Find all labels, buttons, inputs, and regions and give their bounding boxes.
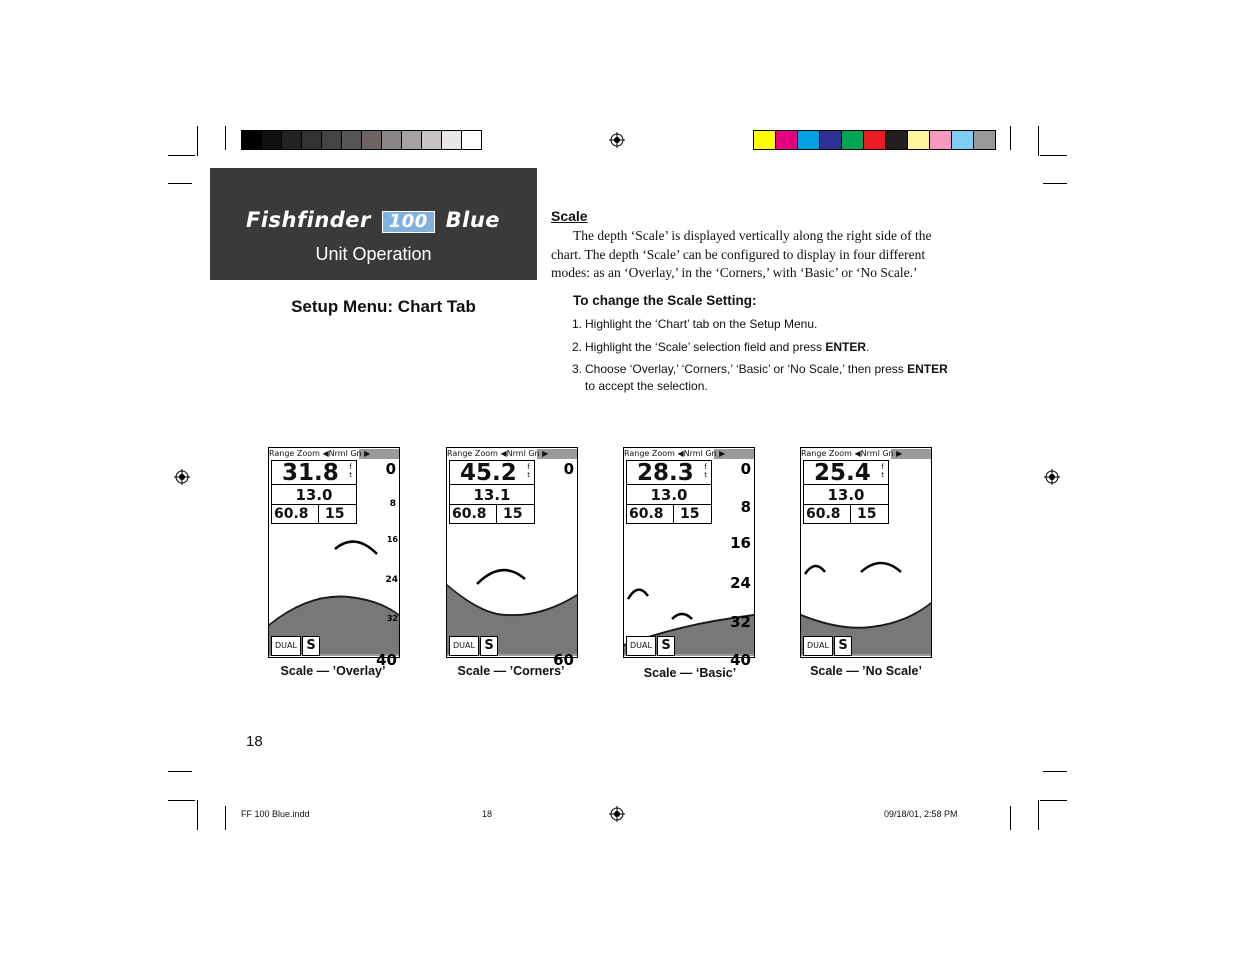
depth-value: 28.3 — [637, 460, 694, 486]
speed-value: 15 — [496, 505, 522, 524]
color-swatch — [863, 130, 886, 150]
depth-scale-label: 0 — [563, 460, 574, 478]
voltage-readout: 13.0 — [803, 485, 889, 505]
step-item — [572, 316, 952, 333]
crop-mark — [1043, 771, 1067, 772]
color-swatch — [301, 130, 322, 150]
screen-top-bar — [447, 448, 577, 459]
color-swatch — [951, 130, 974, 150]
feet-unit-icon: f t — [881, 463, 884, 479]
crop-mark — [1043, 183, 1067, 184]
step-item — [572, 339, 952, 356]
range-zoom-label: Range Zoom ◀ — [447, 449, 507, 458]
color-swatch — [973, 130, 996, 150]
gain-mode-label: Nrml Gn ▶ — [860, 449, 903, 458]
depth-scale-label: 40 — [730, 651, 751, 669]
step-number: 3. — [572, 362, 583, 376]
footer-filename: FF 100 Blue.indd — [241, 809, 310, 819]
depth-scale-label: 8 — [389, 499, 396, 509]
enter-key-label: ENTER — [825, 339, 867, 354]
footer-date: 09/18/01, 2:58 PM — [884, 809, 958, 819]
gain-mode-label: Nrml Gn ▶ — [328, 449, 371, 458]
color-swatch — [775, 130, 798, 150]
crop-mark — [197, 800, 198, 830]
color-swatch — [441, 130, 462, 150]
color-swatch — [421, 130, 442, 150]
sonar-screen — [623, 447, 755, 669]
gain-mode-label: Nrml Gn ▶ — [506, 449, 549, 458]
crop-mark — [168, 800, 195, 801]
temp-speed-readout — [271, 505, 357, 524]
color-swatch — [361, 130, 382, 150]
screen-caption: Scale — ‘Basic’ — [643, 666, 737, 680]
water-temp-value: 60.8 — [806, 506, 841, 522]
depth-scale-label: 32 — [730, 613, 751, 631]
screen-top-bar — [624, 448, 754, 459]
s-button: S — [302, 636, 320, 656]
color-swatch — [241, 130, 262, 150]
crop-mark — [225, 126, 226, 150]
depth-readout — [271, 460, 357, 485]
depth-readout — [449, 460, 535, 485]
scale-heading: Scale — [551, 208, 588, 224]
crop-mark — [197, 126, 198, 156]
feet-unit-icon: f t — [704, 463, 707, 479]
color-swatch — [885, 130, 908, 150]
depth-scale-label: 16 — [386, 535, 398, 544]
depth-scale-label: 60 — [553, 651, 574, 669]
crop-mark — [168, 183, 192, 184]
voltage-readout: 13.1 — [449, 485, 535, 505]
water-temp-value: 60.8 — [452, 506, 487, 522]
crop-mark — [1038, 126, 1039, 156]
chapter-header — [210, 168, 537, 280]
step-number: 1. — [572, 317, 583, 331]
feet-unit-icon: f t — [527, 463, 530, 479]
step-item — [572, 361, 952, 394]
chapter-title: Unit Operation — [315, 244, 432, 264]
step-number: 2. — [572, 339, 583, 354]
feet-unit-icon: f t — [349, 463, 352, 479]
depth-scale-label: 32 — [386, 614, 398, 623]
fish-arch — [861, 563, 901, 572]
step-text: . — [866, 339, 870, 354]
depth-scale-label: 0 — [740, 460, 751, 478]
color-swatch — [401, 130, 422, 150]
depth-scale-label: 0 — [385, 460, 396, 478]
color-swatch — [841, 130, 864, 150]
screen-top-bar — [801, 448, 931, 459]
fish-arch — [628, 590, 648, 599]
depth-scale-label: 24 — [385, 575, 398, 585]
voltage-readout: 13.0 — [271, 485, 357, 505]
scale-description: The depth ‘Scale’ is displayed vertically along the right side of the chart. The depth ‘Scale’ can be configured to display in four different modes: as an ‘Overlay,’ in the ‘Corners,’ with ‘Basic’ or ‘No Scale.’ — [551, 228, 932, 280]
page-number: 18 — [246, 733, 263, 750]
speed-value: 15 — [850, 505, 876, 524]
crop-mark — [1010, 126, 1011, 150]
fish-arch — [477, 570, 525, 584]
color-swatch — [341, 130, 362, 150]
color-swatch — [261, 130, 282, 150]
registration-mark-icon — [609, 132, 625, 148]
sonar-screen — [446, 447, 578, 669]
screen-caption: Scale — ’No Scale’ — [810, 664, 922, 678]
s-button: S — [480, 636, 498, 656]
step-text: Choose ‘Overlay,’ ‘Corners,’ ‘Basic’ or ‘No Scale,’ then press — [585, 362, 908, 376]
depth-scale-label: 24 — [730, 574, 751, 592]
sonar-screen — [800, 447, 932, 658]
range-zoom-label: Range Zoom ◀ — [269, 449, 329, 458]
color-swatch — [907, 130, 930, 150]
dual-button: DUAL — [271, 636, 301, 656]
logo-text-blue: Blue — [445, 208, 501, 232]
screen-caption: Scale — ’Corners’ — [457, 664, 565, 678]
color-swatch — [461, 130, 482, 150]
temp-speed-readout — [626, 505, 712, 524]
depth-scale-label: 40 — [376, 651, 397, 669]
dual-button: DUAL — [626, 636, 656, 656]
registration-mark-icon — [174, 469, 190, 485]
crop-mark — [1038, 800, 1039, 830]
range-zoom-label: Range Zoom ◀ — [624, 449, 684, 458]
step-text: to accept the selection. — [585, 378, 708, 393]
water-temp-value: 60.8 — [274, 506, 309, 522]
range-zoom-label: Range Zoom ◀ — [801, 449, 861, 458]
crop-mark — [225, 806, 226, 830]
footer-page: 18 — [482, 809, 493, 819]
crop-mark — [1010, 806, 1011, 830]
steps-list — [572, 316, 952, 400]
color-swatch — [381, 130, 402, 150]
fish-arch — [672, 614, 692, 619]
registration-mark-icon — [1044, 469, 1060, 485]
s-button: S — [657, 636, 675, 656]
sonar-screen — [268, 447, 400, 669]
fish-arch — [335, 542, 377, 554]
logo-text-fishfinder: Fishfinder — [246, 208, 371, 232]
crop-mark — [168, 155, 195, 156]
depth-readout — [803, 460, 889, 485]
color-swatch — [753, 130, 776, 150]
crop-mark — [1040, 155, 1067, 156]
speed-value: 15 — [673, 505, 699, 524]
depth-value: 31.8 — [282, 460, 339, 486]
depth-readout — [626, 460, 712, 485]
water-temp-value: 60.8 — [629, 506, 664, 522]
step-text: Highlight the ‘Scale’ selection field and press — [585, 339, 826, 354]
section-title: Setup Menu: Chart Tab — [291, 297, 476, 316]
screen-caption: Scale — ’Overlay’ — [280, 664, 386, 678]
speed-value: 15 — [318, 505, 344, 524]
crop-mark — [1040, 800, 1067, 801]
depth-scale-label: 8 — [740, 498, 751, 516]
temp-speed-readout — [803, 505, 889, 524]
dual-button: DUAL — [449, 636, 479, 656]
color-swatch — [321, 130, 342, 150]
s-button: S — [834, 636, 852, 656]
logo-text-number: 100 — [382, 211, 435, 233]
temp-speed-readout — [449, 505, 535, 524]
voltage-readout: 13.0 — [626, 485, 712, 505]
gain-mode-label: Nrml Gn ▶ — [683, 449, 726, 458]
crop-mark — [168, 771, 192, 772]
color-swatch — [929, 130, 952, 150]
howto-heading: To change the Scale Setting: — [573, 293, 757, 308]
registration-mark-icon — [609, 806, 625, 822]
depth-scale-label: 16 — [730, 534, 751, 552]
color-swatch — [797, 130, 820, 150]
screen-top-bar — [269, 448, 399, 459]
fish-arch — [805, 566, 825, 574]
step-text: Highlight the ‘Chart’ tab on the Setup Menu. — [585, 317, 818, 331]
product-logo — [246, 208, 500, 233]
depth-value: 45.2 — [460, 460, 517, 486]
depth-value: 25.4 — [814, 460, 871, 486]
color-swatch — [819, 130, 842, 150]
enter-key-label: ENTER — [907, 362, 948, 376]
dual-button: DUAL — [803, 636, 833, 656]
color-swatch — [281, 130, 302, 150]
